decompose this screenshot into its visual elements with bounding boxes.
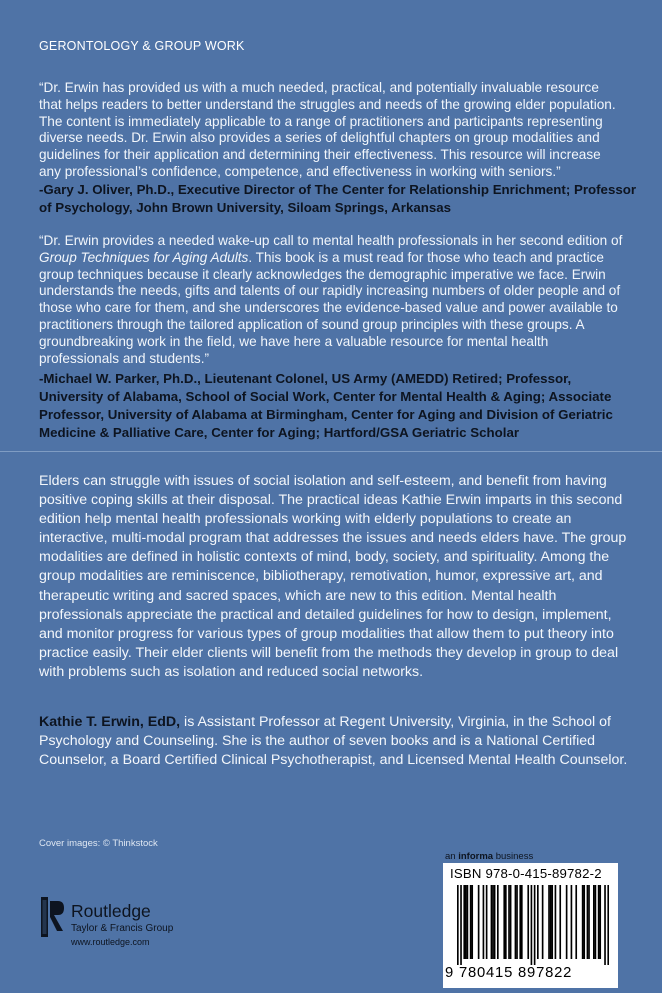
barcode-bar (491, 885, 493, 959)
barcode-bar (551, 885, 553, 959)
publisher-name: Routledge (71, 901, 151, 921)
cover-credit: Cover images: © Thinkstock (39, 838, 158, 849)
review-attribution-1: -Gary J. Oliver, Ph.D., Executive Director of The Center for Relationship Enrichment; Professor of Psychology, John Brown University, Siloam Springs, Arkansas (39, 182, 637, 215)
author-bio (39, 713, 629, 770)
isbn-label: ISBN 978-0-415-89782-2 (450, 866, 602, 881)
barcode-bar (566, 885, 568, 959)
barcode-bar (467, 885, 469, 959)
barcode-bar (494, 885, 496, 959)
author-bio-text: is Assistant Professor at Regent University, Virginia, in the School of Psychology and Counseling. She is the author of seven books and is a National Certified Counselor, a Board Certified Clinical Psychotherapist, and Licensed Mental Health Counselor. (39, 714, 628, 769)
barcode-bar (521, 885, 523, 959)
barcode-bar (492, 885, 494, 959)
review-quote-1: “Dr. Erwin has provided us with a much needed, practical, and potentially invaluable resource that helps readers to better understand the struggles and needs of the growing elder population. The content is immediately applicable to a range of practitioners and participants representing diverse needs. Dr. Erwin also provides a series of delightful chapters on group modalities and guidelines for their application and determining their effectiveness. This resource will increase any professional’s confidence, competence, and effectiveness in working with seniors.” (39, 80, 616, 179)
barcode-bar (471, 885, 473, 959)
barcode-bar (460, 885, 462, 965)
barcode-bar (559, 885, 561, 959)
barcode-bar (470, 885, 472, 959)
barcode-bar (510, 885, 512, 959)
barcode-bar (599, 885, 601, 959)
barcode-bar (582, 885, 584, 959)
barcode-bar (583, 885, 585, 959)
barcode-bar (497, 885, 499, 959)
barcode-bar (575, 885, 577, 959)
barcode-bar (550, 885, 552, 959)
barcode-bar (463, 885, 465, 959)
barcode-bar (531, 885, 533, 965)
author-name: Kathie T. Erwin, EdD, (39, 714, 181, 730)
book-title: Group Techniques for Aging Adults (39, 249, 249, 265)
barcode-bar (505, 885, 507, 959)
barcode-bar (503, 885, 505, 959)
publisher-subtitle: Taylor & Francis Group (71, 923, 174, 934)
barcode-bar (588, 885, 590, 959)
review-quote-2-start: “Dr. Erwin provides a needed wake-up call to mental health professionals in her second edition of (39, 233, 623, 248)
barcode-bar (555, 885, 557, 959)
barcode-bar (516, 885, 518, 959)
barcode-bar (537, 885, 539, 959)
barcode-bar (607, 885, 609, 965)
routledge-logo-icon (41, 897, 65, 937)
barcode-bar (527, 885, 529, 959)
barcode-bar (486, 885, 488, 959)
barcode-bar (465, 885, 467, 959)
barcode-bar (593, 885, 595, 959)
barcode-bar (595, 885, 597, 959)
barcode-bar (587, 885, 589, 959)
review-quote-2-end: . This book is a must read for those who teach and practice group techniques because it clearly acknowledges the demographic imperative we face. Erwin understands the needs, gifts and talents of our rapidly increasing numbers of older people and of those who care for them, and she underscores the evidence-based value and power available to practitioners through the tailored application of sound group principles with these groups. A groundbreaking work in the field, we have here a valuable resource for mental health professionals and students.” (39, 249, 621, 366)
barcode-icon (457, 885, 609, 965)
section-divider (0, 451, 662, 452)
barcode-bar (515, 885, 517, 959)
barcode-digits: 9 780415 897822 (445, 965, 573, 981)
barcode-bar (548, 885, 550, 959)
barcode-bar (457, 885, 459, 965)
barcode-bar (604, 885, 606, 965)
barcode-bar (598, 885, 600, 959)
barcode-bar (478, 885, 480, 959)
review-attribution-2: -Michael W. Parker, Ph.D., Lieutenant Colonel, US Army (AMEDD) Retired; Professor, University of Alabama, School of Social Work, Center for Mental Health & Aging; Associate Professor, University of Alabama at Birmingham, Center for Aging and Division of Geriatric Medicine & Palliative Care, Center for Aging; Hartford/GSA Geriatric Scholar (39, 371, 613, 440)
informa-business-label: an informa business (445, 851, 534, 862)
barcode-bar (571, 885, 573, 959)
publisher-url[interactable]: www.routledge.com (71, 937, 150, 947)
barcode-bar (519, 885, 521, 959)
review-quote-2 (39, 233, 624, 367)
barcode-bar (542, 885, 544, 959)
barcode-bar (508, 885, 510, 959)
barcode-bar (483, 885, 485, 959)
book-description: Elders can struggle with issues of social isolation and self-esteem, and benefit from having positive coping skills at their disposal. The practical ideas Kathie Erwin imparts in this second edition help mental health professionals working with elderly populations to create an interactive, multi-modal program that addresses the issues and needs elders have. The group modalities are defined in holistic contexts of mind, body, society, and spirituality. Among the group modalities are reminiscence, bibliotherapy, remotivation, humor, expressive art, and therapeutic writing and sacred spaces, which are new to this edition. Mental health professionals appreciate the practical and detailed guidelines for how to design, implement, and monitor progress for various types of group modalities that allow them to put theory into practice easily. Their elder clients will benefit from the methods they develop in group to deal with problems such as isolation and reduced social networks. (39, 473, 627, 680)
isbn-barcode-box (443, 863, 618, 988)
barcode-bar (534, 885, 536, 965)
category-label: GERONTOLOGY & GROUP WORK (39, 39, 245, 53)
